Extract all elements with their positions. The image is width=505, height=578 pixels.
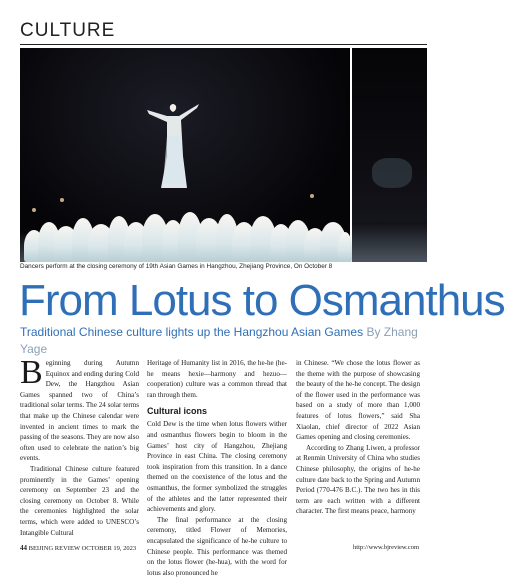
publication-line: BEIJING REVIEW OCTOBER 19, 2023	[28, 545, 137, 552]
paragraph: The final performance at the closing ceremony, titled Flower of Memories, encapsulated the significance of he-he culture to Chinese people. This performance was themed on the lotus flower (he-hua), with the word for lotus also pronounced he	[147, 515, 287, 577]
dancer-group	[20, 207, 350, 262]
body-column-2	[147, 358, 287, 578]
paragraph: According to Zhang Liwen, a professor at Renmin University of China who studies Chinese philosophy, the origins of he-he culture date back to the Spring and Autumn Period (770-476 B.C.). The two hes in this term are each written with a different character. The first means peace, harmony	[296, 443, 420, 516]
body-column-1	[20, 354, 139, 538]
paragraph: in Chinese. “We chose the lotus flower as the theme with the purpose of showcasing the beauty of the he-he concept. The design of the flower used in the performance was based on a study of more than 1,000 features of lotus flowers,” said Sha Xiaolan, chief director of 2022 Asian Games opening and closing ceremonies.	[296, 359, 420, 442]
page-number: 44	[20, 544, 27, 552]
footer-url[interactable]: http://www.bjreview.com	[353, 544, 419, 551]
secondary-photo	[352, 48, 427, 262]
paragraph: Heritage of Humanity list in 2016, the he-he (he-he means hexie—harmony and hezuo—cooperation) culture was a common thread that ran through them.	[147, 359, 287, 399]
main-photo	[20, 48, 350, 262]
article-deck	[20, 324, 420, 358]
subheading: Cultural icons	[147, 406, 208, 417]
paragraph: eginning during Autumn Equinox and ending during Cold Dew, the Hangzhou Asian Games spanned two of China’s traditional solar terms. The 24 solar terms that make up the Chinese calendar were invented in ancient times to mark the passing of the seasons. They are now also often used to celebrate the nation’s big events.	[20, 359, 139, 463]
paragraph: Cold Dew is the time when lotus flowers wither and osmanthus flowers begin to bloom in the Games’ host city of Hangzhou, Zhejiang Province in east China. The closing ceremony took inspiration from this transition. In a dance themed on the coexistence of the lotus and the osmanthus, the former symbolized the struggles of the athletes and the latter represented their achievements and glory.	[147, 420, 287, 514]
photo-caption: Dancers perform at the closing ceremony of 19th Asian Games in Hangzhou, Zhejiang Province, On October 8	[20, 263, 333, 270]
lead-dancer-figure	[137, 96, 207, 191]
section-label: CULTURE	[20, 20, 116, 41]
stage-light-dot	[310, 194, 314, 198]
deck-text: Traditional Chinese culture lights up the Hangzhou Asian Games	[20, 325, 364, 339]
stage-light-dot	[60, 198, 64, 202]
article-headline: From Lotus to Osmanthus	[19, 276, 505, 325]
footer-left	[20, 544, 136, 552]
drop-cap: B	[20, 354, 43, 391]
body-column-3	[296, 358, 420, 517]
paragraph: Traditional Chinese culture featured prominently in the Games’ opening ceremony on September 23 and the closing ceremony on October 8. While the ceremonies highlighted the solar terms, which were added to UNESCO’s Intangible Cultural	[20, 464, 139, 537]
byline: By Zhang Yage	[20, 325, 418, 356]
section-divider	[20, 44, 427, 45]
